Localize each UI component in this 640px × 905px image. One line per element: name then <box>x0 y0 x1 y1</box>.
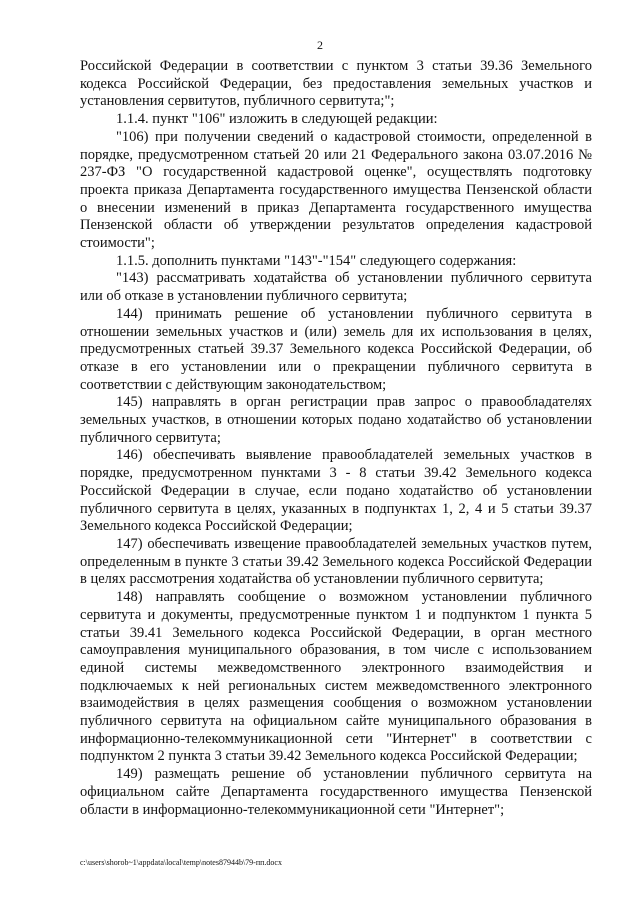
paragraph: 148) направлять сообщение о возможном установлении публичного сервитута и документы, предусмотренные пунктом 1 и подпунктом 1 пункта 5 статьи 39.41 Земельного кодекса Российской Федерации, в орган местного самоуправления муниципального образования, в том числе с использованием единой системы межведомственного электронного взаимодействия и подключаемых к ней региональных систем межведомственного электронного взаимодействия в целях размещения сообщения о возможном установлении публичного сервитута на официальном сайте муниципального образования в информационно-телекоммуникационной сети "Интернет" в соответствии с подпунктом 2 пункта 3 статьи 39.42 Земельного кодекса Российской Федерации; <box>80 589 592 765</box>
paragraph: 1.1.5. дополнить пунктами "143"-"154" следующего содержания: <box>116 252 517 269</box>
paragraph: 145) направлять в орган регистрации прав запрос о правообладателях земельных участков, в отношении которых подано ходатайство об установлении публичного сервитута; <box>80 394 592 446</box>
paragraph: Российской Федерации в соответствии с пунктом 3 статьи 39.36 Земельного кодекса Российской Федерации, без предоставления земельных участков и установления сервитутов, публичного сервитута;"; <box>80 58 592 110</box>
document-body <box>80 58 592 819</box>
paragraph: "106) при получении сведений о кадастровой стоимости, определенной в порядке, предусмотренном статьей 20 или 21 Федерального закона 03.07.2016 № 237-ФЗ "О государственной кадастровой оценке", осуществлять подготовку проекта приказа Департамента государственного имущества Пензенской области о внесении изменений в приказ Департамента государственного имущества Пензенской области об утверждении результатов определения кадастровой стоимости"; <box>80 128 592 252</box>
page-number: 2 <box>317 38 323 52</box>
paragraph: "143) рассматривать ходатайства об установлении публичного сервитута или об отказе в установлении публичного сервитута; <box>80 270 592 305</box>
paragraph: 1.1.4. пункт "106" изложить в следующей редакции: <box>116 111 438 128</box>
paragraph: 144) принимать решение об установлении публичного сервитута в отношении земельных участков и (или) земель для их использования в целях, предусмотренных статьей 39.37 Земельного кодекса Российской Федерации, об отказе в его установлении или о прекращении публичного сервитута в соответствии с действующим законодательством; <box>80 305 592 393</box>
paragraph: 146) обеспечивать выявление правообладателей земельных участков в порядке, предусмотренном пунктами 3 - 8 статьи 39.42 Земельного кодекса Российской Федерации в случае, если подано ходатайство об установлении публичного сервитута в целях, указанных в подпунктах 1, 2, 4 и 5 статьи 39.37 Земельного кодекса Российской Федерации; <box>80 447 592 535</box>
footer-file-path: c:\users\shorob~1\appdata\local\temp\notes87944b\79-пп.docx <box>80 858 282 867</box>
paragraph: 149) размещать решение об установлении публичного сервитута на официальном сайте Департамента государственного имущества Пензенской области в информационно-телекоммуникационной сети "Интернет"; <box>80 766 592 818</box>
paragraph: 147) обеспечивать извещение правообладателей земельных участков путем, определенным в пункте 3 статьи 39.42 Земельного кодекса Российской Федерации в целях рассмотрения ходатайства об установлении публичного сервитута; <box>80 535 592 588</box>
